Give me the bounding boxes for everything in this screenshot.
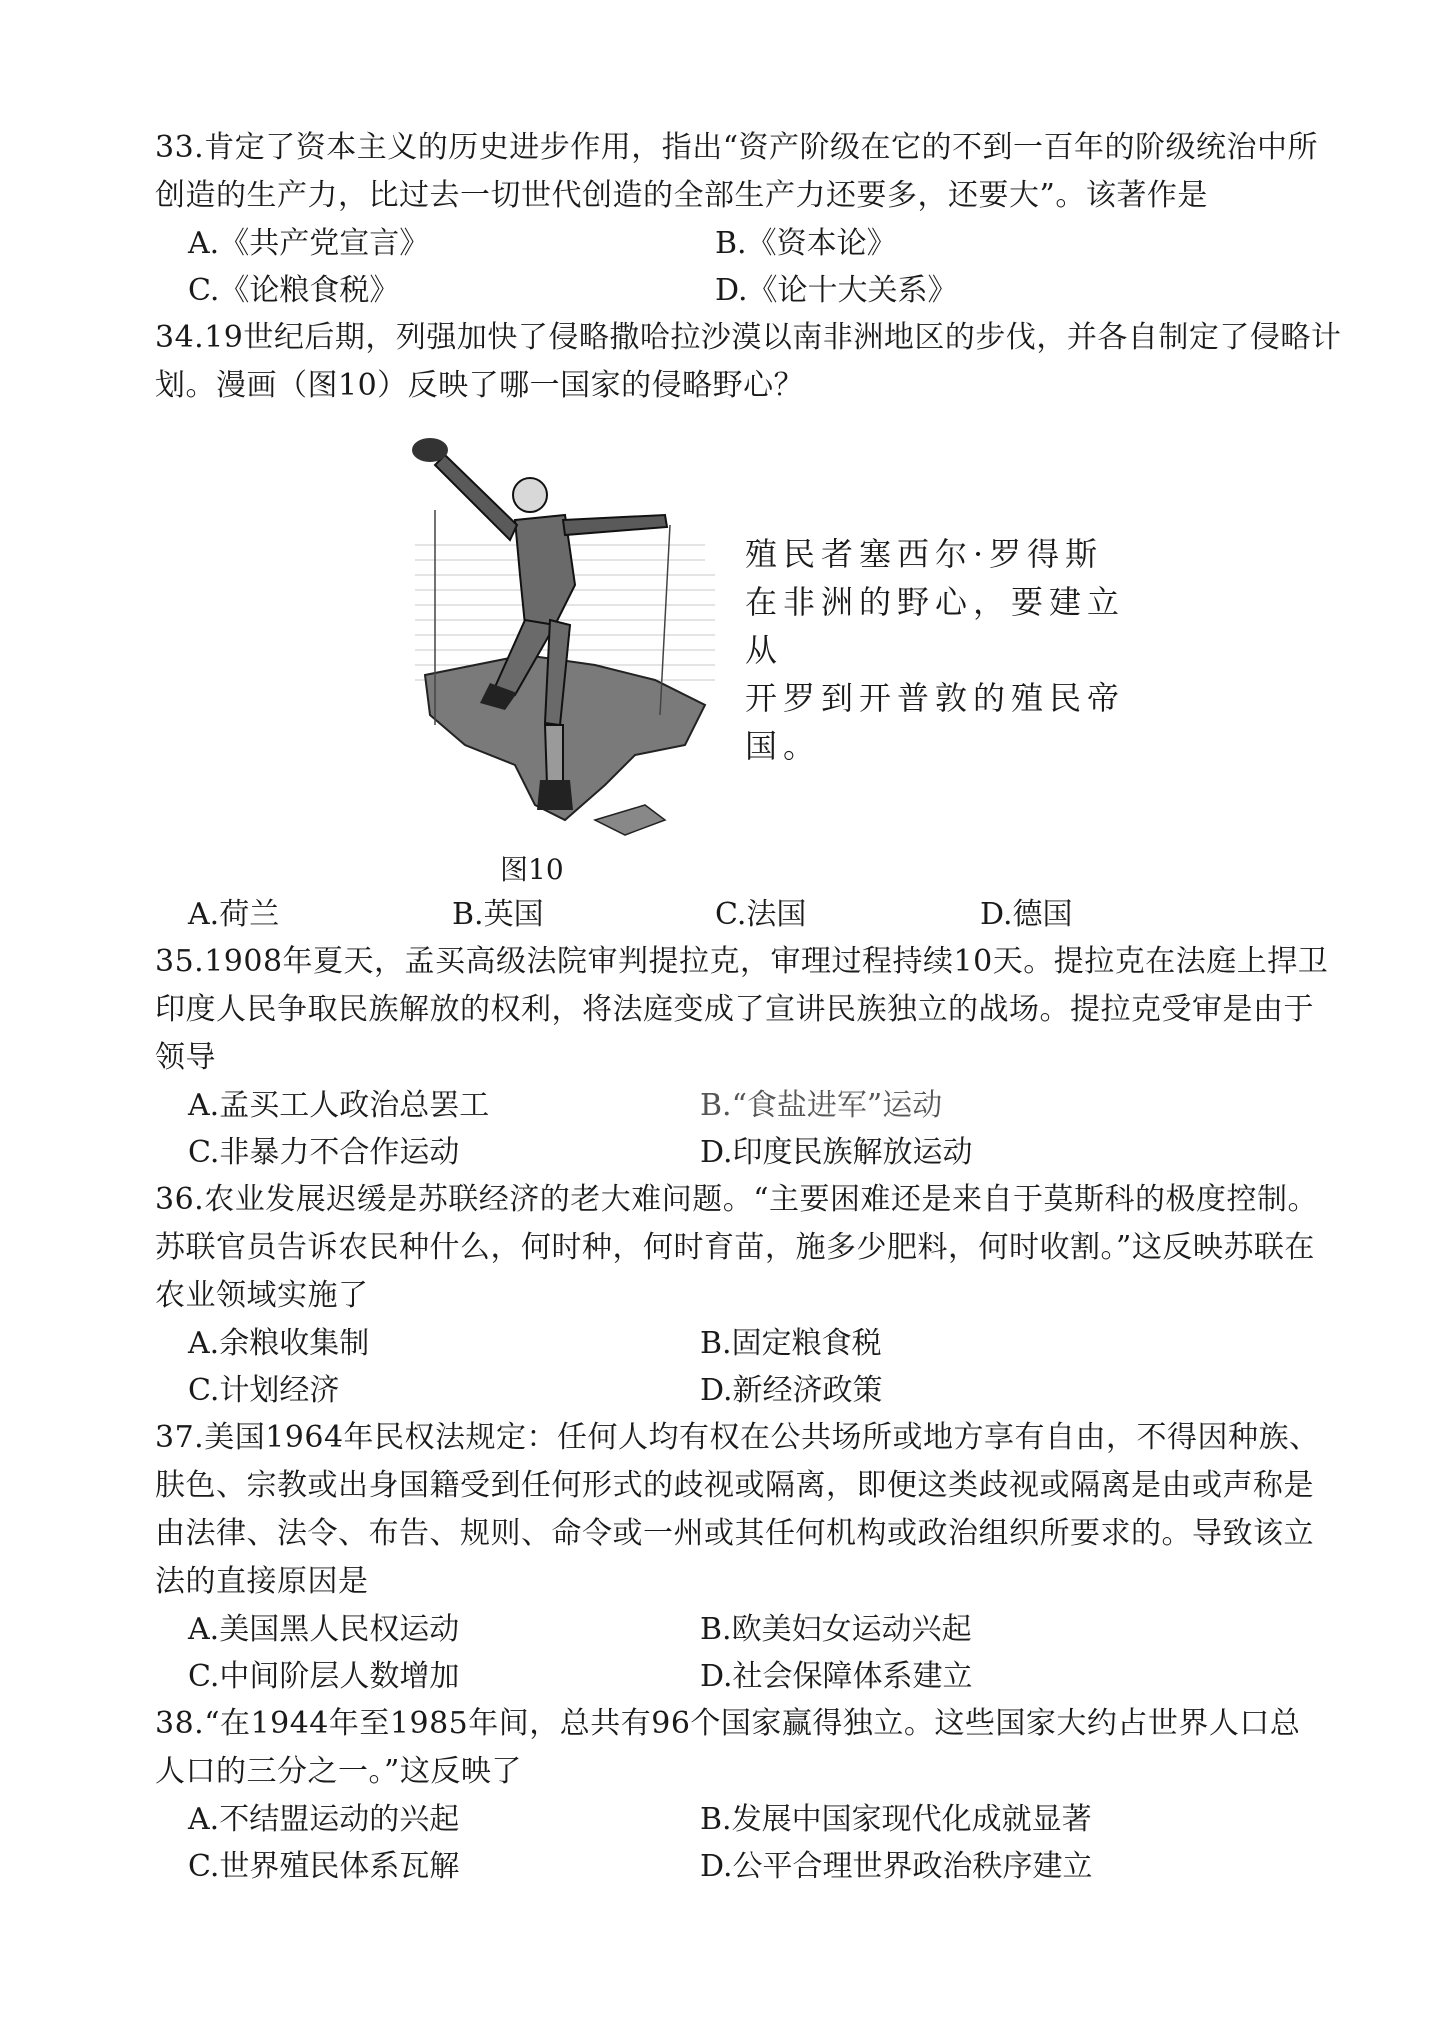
- q34-option-d: D.德国: [980, 897, 1073, 932]
- q36-option-a: A.余粮收集制: [188, 1326, 370, 1361]
- q34-line-2: 划。漫画（图10）反映了哪一国家的侵略野心？: [155, 368, 805, 403]
- q34-line-1: 34.19世纪后期，列强加快了侵略撒哈拉沙漠以南非洲地区的步伐，并各自制定了侵略计: [155, 320, 1342, 355]
- q37-line-1: 37.美国1964年民权法规定：任何人均有权在公共场所或地方享有自由，不得因种族、: [155, 1420, 1320, 1455]
- colossus-cartoon-illustration: [405, 425, 730, 845]
- q38-line-2: 人口的三分之一。”这反映了: [155, 1754, 522, 1789]
- q36-line-2: 苏联官员告诉农民种什么，何时种，何时育苗，施多少肥料，何时收割。”这反映苏联在: [155, 1230, 1315, 1265]
- q38-option-a: A.不结盟运动的兴起: [188, 1802, 460, 1837]
- cartoon-caption: [745, 530, 1125, 770]
- figure-label: 图10: [500, 853, 564, 886]
- q36-option-d: D.新经济政策: [700, 1373, 883, 1408]
- q34-option-c: C.法国: [715, 897, 807, 932]
- q37-option-d: D.社会保障体系建立: [700, 1659, 973, 1694]
- q33-line-1: 33.肯定了资本主义的历史进步作用，指出“资产阶级在它的不到一百年的阶级统治中所: [155, 130, 1319, 165]
- q36-option-c: C.计划经济: [188, 1373, 340, 1408]
- cartoon-figure: [405, 425, 730, 845]
- q35-option-b: B.“食盐进军”运动: [700, 1088, 943, 1123]
- cartoon-caption-line-2: 在非洲的野心，要建立从: [745, 583, 1126, 669]
- q38-option-b: B.发展中国家现代化成就显著: [700, 1802, 1092, 1837]
- q35-option-c: C.非暴力不合作运动: [188, 1135, 460, 1170]
- q34-option-a: A.荷兰: [188, 897, 280, 932]
- q35-line-2: 印度人民争取民族解放的权利，将法庭变成了宣讲民族独立的战场。提拉克受审是由于: [155, 992, 1314, 1027]
- q35-option-d: D.印度民族解放运动: [700, 1135, 973, 1170]
- q33-option-d: D.《论十大关系》: [715, 273, 958, 308]
- cartoon-caption-line-4: 国。: [745, 727, 822, 765]
- q35-line-1: 35.1908年夏天，孟买高级法院审判提拉克，审理过程持续10天。提拉克在法庭上捍卫: [155, 944, 1329, 979]
- q37-option-c: C.中间阶层人数增加: [188, 1659, 460, 1694]
- q37-line-3: 由法律、法令、布告、规则、命令或一州或其任何机构或政治组织所要求的。导致该立: [155, 1516, 1314, 1551]
- q35-option-a: A.孟买工人政治总罢工: [188, 1088, 490, 1123]
- q37-line-4: 法的直接原因是: [155, 1564, 369, 1599]
- q38-line-1: 38.“在1944年至1985年间，总共有96个国家赢得独立。这些国家大约占世界人口总: [155, 1706, 1301, 1741]
- q33-line-2: 创造的生产力，比过去一切世代创造的全部生产力还要多，还要大”。该著作是: [155, 178, 1208, 213]
- q35-line-3: 领导: [155, 1040, 216, 1075]
- q36-line-3: 农业领域实施了: [155, 1278, 369, 1313]
- q37-line-2: 肤色、宗教或出身国籍受到任何形式的歧视或隔离，即便这类歧视或隔离是由或声称是: [155, 1468, 1314, 1503]
- q33-option-a: A.《共产党宣言》: [188, 226, 430, 261]
- q37-option-a: A.美国黑人民权运动: [188, 1612, 460, 1647]
- q37-option-b: B.欧美妇女运动兴起: [700, 1612, 972, 1647]
- q33-option-c: C.《论粮食税》: [188, 273, 400, 308]
- q38-option-d: D.公平合理世界政治秩序建立: [700, 1849, 1093, 1884]
- cartoon-caption-line-1: 殖民者塞西尔·罗得斯: [745, 535, 1104, 573]
- q34-option-b: B.英国: [452, 897, 544, 932]
- q38-option-c: C.世界殖民体系瓦解: [188, 1849, 460, 1884]
- q36-option-b: B.固定粮食税: [700, 1326, 882, 1361]
- cartoon-caption-line-3: 开罗到开普敦的殖民帝: [745, 679, 1126, 717]
- q33-option-b: B.《资本论》: [715, 226, 897, 261]
- q36-line-1: 36.农业发展迟缓是苏联经济的老大难问题。“主要困难还是来自于莫斯科的极度控制。: [155, 1182, 1319, 1217]
